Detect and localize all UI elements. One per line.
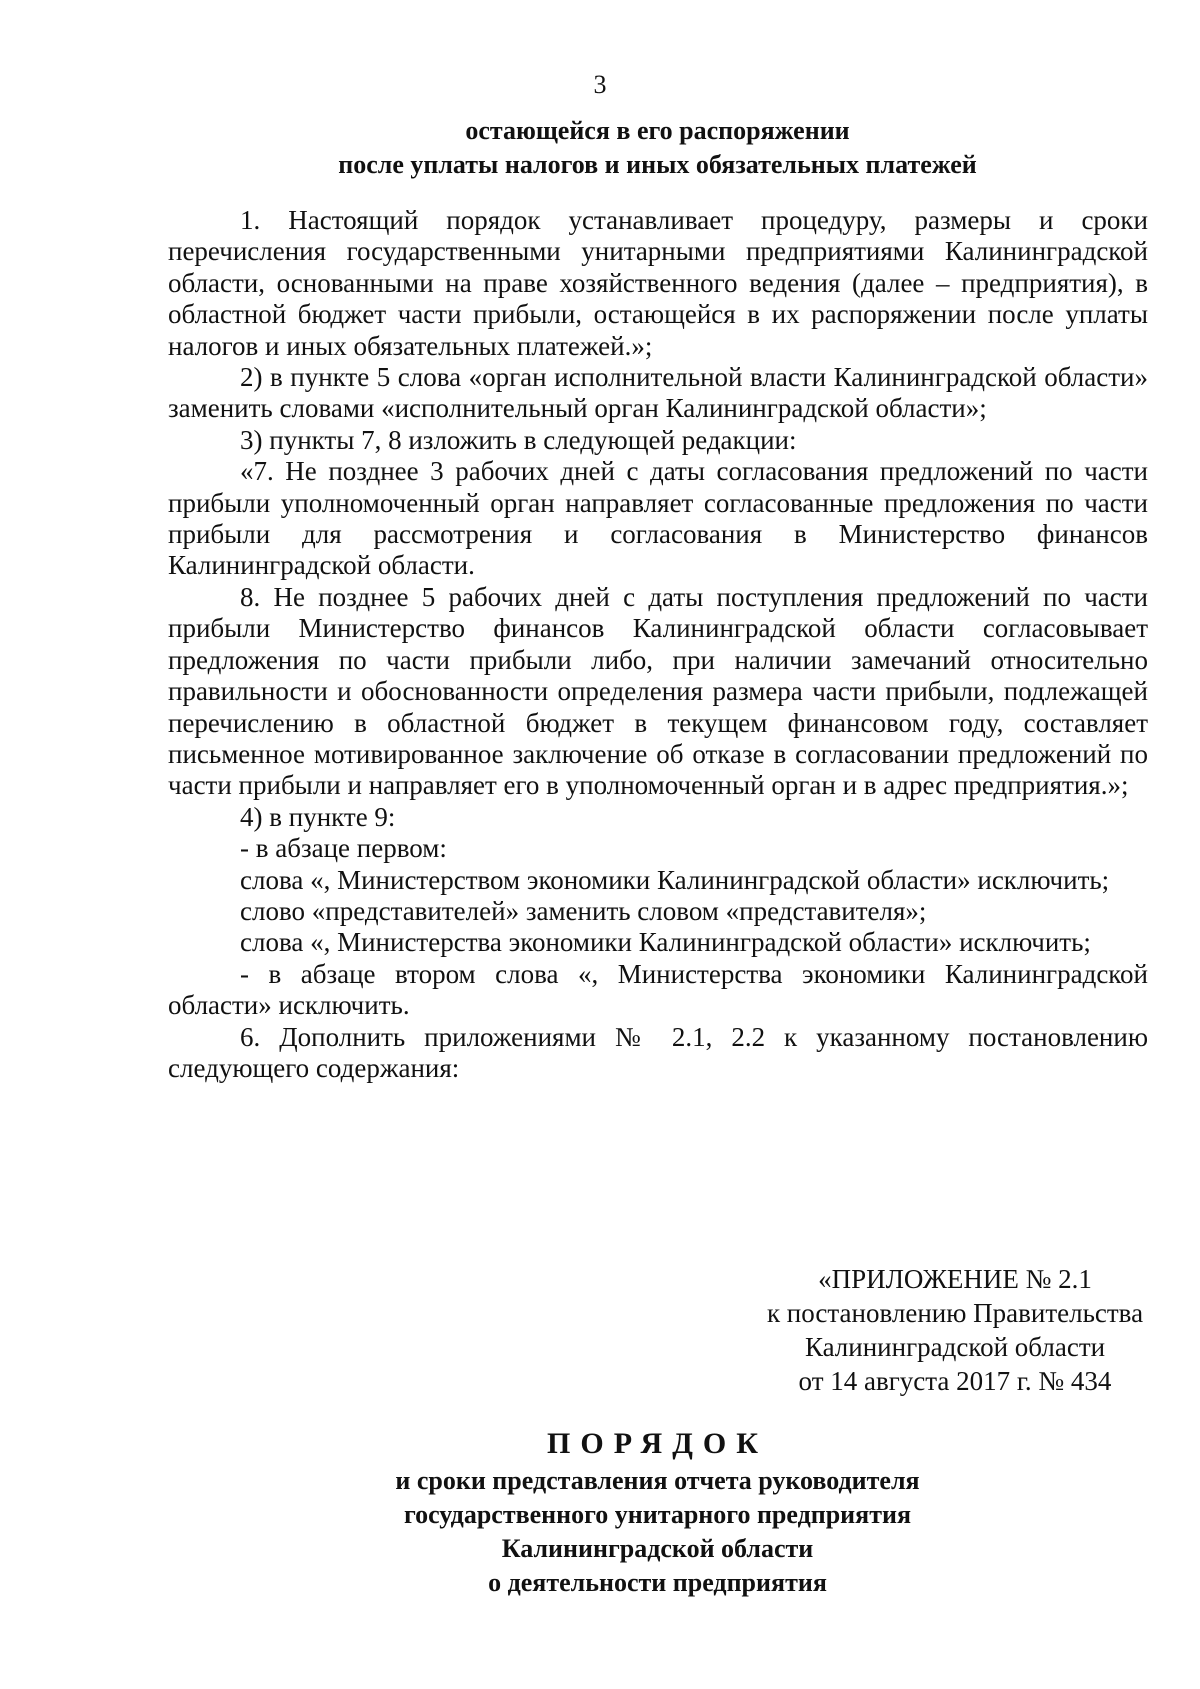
paragraph-item-3: 3) пункты 7, 8 изложить в следующей редакции: <box>240 424 797 455</box>
paragraph-item-7: «7. Не позднее 3 рабочих дней с даты согласования предложений по части прибыли уполномоченный орган направляет согласованные предложения по части прибыли для рассмотрения и согласования в Министерство финансов Калининградской области. <box>168 456 1148 581</box>
appendix-reference-line: «ПРИЛОЖЕНИЕ № 2.1 <box>818 1264 1092 1294</box>
appendix-reference-line: от 14 августа 2017 г. № 434 <box>798 1366 1112 1396</box>
appendix-reference-line: к постановлению Правительства <box>766 1298 1144 1328</box>
paragraph-item-1: 1. Настоящий порядок устанавливает процедуру, размеры и сроки перечисления государственными унитарными предприятиями Калининградской области, основанными на праве хозяйственного ведения (далее – предприятия), в областной бюджет части прибыли, остающейся в их распоряжении после уплаты налогов и иных обязательных платежей.»; <box>168 205 1148 361</box>
intro-heading-line: после уплаты налогов и иных обязательных платежей <box>338 150 977 179</box>
paragraph-item-6: 6. Дополнить приложениями № 2.1, 2.2 к указанному постановлению следующего содержания: <box>168 1021 1148 1083</box>
paragraph-item-2: 2) в пункте 5 слова «орган исполнительной власти Калининградской области» заменить словами «исполнительный орган Калининградской области»; <box>168 362 1148 424</box>
paragraph-item-first-abzats: - в абзаце первом: <box>240 833 447 864</box>
paragraph-item-8: 8. Не позднее 5 рабочих дней с даты поступления предложений по части прибыли Министерство финансов Калининградской области согласовывает предложения по части прибыли либо, при наличии замечаний относительно правильности и обоснованности определения размера части прибыли, подлежащей перечислению в областной бюджет в текущем финансовом году, составляет письменное мотивированное заключение об отказе в согласовании предложений по части прибыли и направляет его в уполномоченный орган и в адрес предприятия.»; <box>168 581 1148 801</box>
intro-heading <box>165 114 1150 182</box>
appendix-reference <box>745 1262 1165 1398</box>
body-text <box>168 205 1148 1084</box>
paragraph-item-second-abzats: - в абзаце втором слова «, Министерства экономики Калининградской области» исключить. <box>168 958 1148 1021</box>
paragraph-item-word-replaced: слово «представителей» заменить словом «представителя»; <box>240 895 927 926</box>
order-subtitle-line: и сроки представления отчета руководителя <box>395 1466 920 1495</box>
order-subtitle-line: Калининградской области <box>501 1534 814 1563</box>
paragraph-item-words-excluded-2: слова «, Министерства экономики Калининградской области» исключить; <box>240 927 1091 958</box>
order-subtitle-line: государственного унитарного предприятия <box>403 1500 912 1529</box>
appendix-reference-line: Калининградской области <box>804 1332 1106 1362</box>
order-subtitle <box>165 1464 1150 1600</box>
order-subtitle-line: о деятельности предприятия <box>488 1568 827 1597</box>
order-title: ПОРЯДОК <box>547 1427 768 1460</box>
paragraph-item-words-excluded: слова «, Министерством экономики Калининградской области» исключить; <box>240 864 1110 895</box>
page-number: 3 <box>593 70 607 99</box>
intro-heading-line: остающейся в его распоряжении <box>465 116 850 145</box>
paragraph-item-4: 4) в пункте 9: <box>240 801 396 832</box>
